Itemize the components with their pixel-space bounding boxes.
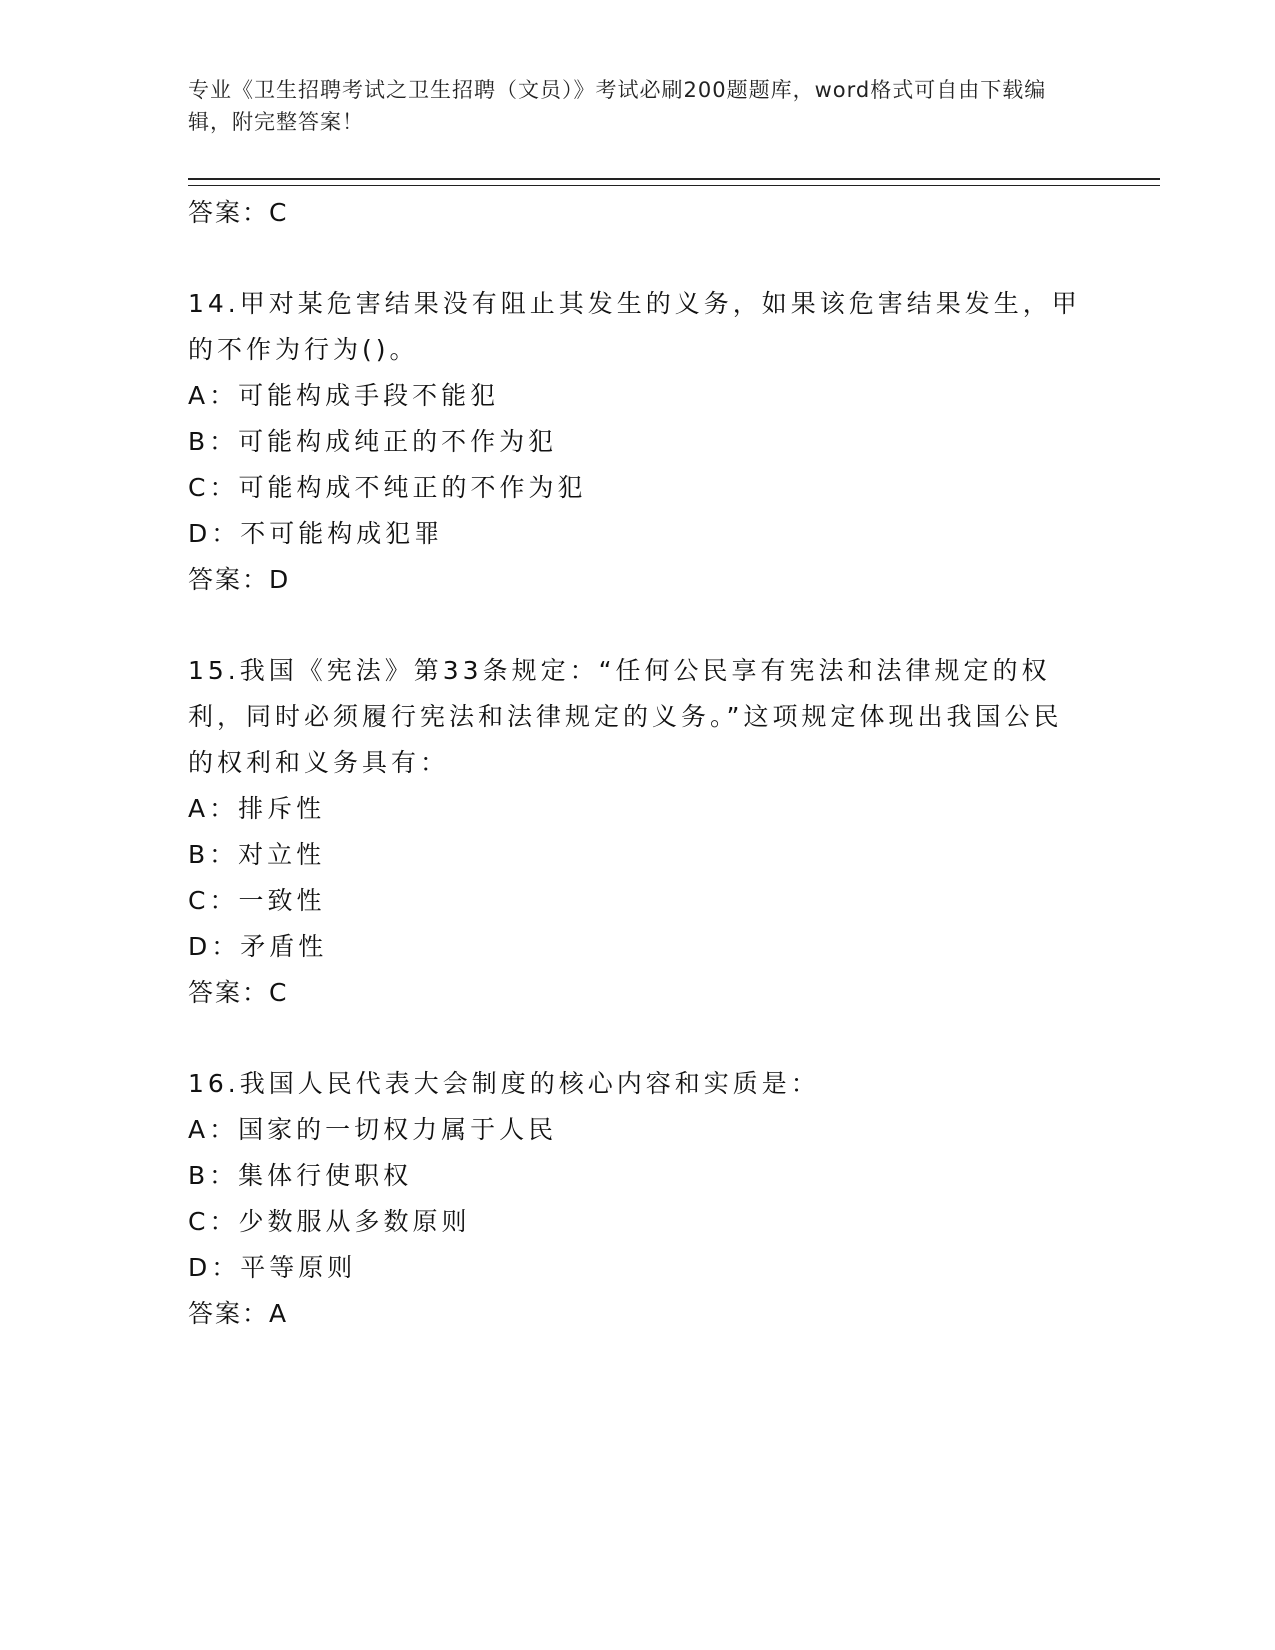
question-16	[188, 1061, 1088, 1337]
previous-answer: 答案：C	[188, 198, 289, 227]
option-c: C：一致性	[188, 886, 326, 915]
option-b: B：可能构成纯正的不作为犯	[188, 427, 558, 456]
question-text: 16.我国人民代表大会制度的核心内容和实质是：	[188, 1069, 820, 1098]
spacer	[188, 1016, 1088, 1061]
spacer	[188, 603, 1088, 648]
option-b: B：对立性	[188, 840, 326, 869]
document-header-text: 专业《卫生招聘考试之卫生招聘（文员）》考试必刷200题题库，word格式可自由下载编辑，附完整答案！	[188, 78, 1047, 134]
question-text: 14.甲对某危害结果没有阻止其发生的义务，如果该危害结果发生，甲的不作为行为()。	[188, 289, 1081, 364]
question-list	[188, 190, 1088, 1337]
option-d: D：矛盾性	[188, 932, 328, 961]
option-a: A：可能构成手段不能犯	[188, 381, 500, 410]
question-15	[188, 648, 1088, 1016]
option-b: B：集体行使职权	[188, 1161, 413, 1190]
option-d: D：平等原则	[188, 1253, 357, 1282]
question-text: 15.我国《宪法》第33条规定：“任何公民享有宪法和法律规定的权利，同时必须履行宪法和法律规定的义务。”这项规定体现出我国公民的权利和义务具有：	[188, 656, 1063, 777]
option-a: A：国家的一切权力属于人民	[188, 1115, 558, 1144]
header-divider	[188, 178, 1160, 186]
option-c: C：可能构成不纯正的不作为犯	[188, 473, 587, 502]
question-answer: 答案：A	[188, 1299, 289, 1328]
spacer	[188, 236, 1088, 281]
option-d: D：不可能构成犯罪	[188, 519, 444, 548]
option-c: C：少数服从多数原则	[188, 1207, 471, 1236]
question-answer: 答案：C	[188, 978, 289, 1007]
option-a: A：排斥性	[188, 794, 326, 823]
question-14	[188, 281, 1088, 603]
question-answer: 答案：D	[188, 565, 291, 594]
